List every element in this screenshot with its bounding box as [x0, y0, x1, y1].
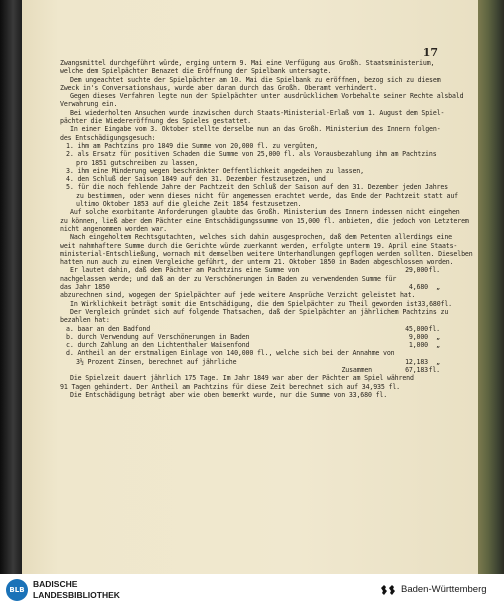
- line-text: Er lautet dahin, daß dem Pächter am Pachtzins eine Summe von: [70, 266, 300, 275]
- text-line: abzurechnen sind, wogegen der Spielpächter auf jede weitere Ansprüche Verzicht geleistet hat.: [60, 291, 416, 300]
- amount-row: [60, 266, 440, 274]
- text-line: Auf solche exorbitante Anforderungen glaubte das Großh. Ministerium des Innern indessen nicht eingehen: [70, 208, 460, 217]
- amount-row: [60, 341, 440, 349]
- library-name[interactable]: [33, 579, 120, 600]
- text-line: nicht angenommen worden war.: [60, 224, 167, 233]
- line-amount: 12,183: [405, 357, 428, 366]
- text-line: zu bestimmen, oder wenn dieses nicht für angemessen erachtet werde, das Ende der Pachtzeit statt auf: [76, 191, 458, 200]
- amount-row: [60, 283, 440, 291]
- text-line: Gegen dieses Verfahren legte nun der Spielpächter unter ausdrücklichem Vorbehalte seiner Rechte alsbald: [70, 92, 464, 101]
- line-unit: „: [436, 357, 440, 366]
- line-text: In Wirklichkeit beträgt somit die Entschädigung, die dem Spielpächter zu Theil geworden ist: [70, 299, 418, 308]
- text-line: 5. für die noch fehlende Jahre der Pachtzeit den Schluß der Saison auf den 31. Dezember jeden Jahres: [66, 183, 448, 192]
- amount-row: [60, 325, 440, 333]
- text-line: 3. ihm eine Minderung wegen beschränkter Oeffentlichkeit angedeihen zu lassen,: [66, 166, 364, 175]
- amount-row: [60, 299, 452, 308]
- text-line: ministerial-Entschließung, wornach mit demselben weitere Unterhandlungen gepflogen werden sollten. Dieselben: [60, 249, 473, 258]
- page-body-text: [60, 59, 473, 564]
- text-line: 4. den Schluß der Saison 1849 auf den 31. Dezember festzusetzen, und: [66, 175, 326, 184]
- line-text: 3½ Prozent Zinsen, berechnet auf jährliche: [76, 357, 237, 366]
- library-name-line2: LANDESBIBLIOTHEK: [33, 589, 120, 600]
- text-line: d. Antheil an der erstmaligen Einlage von 140,000 fl., welche sich bei der Annahme von: [66, 349, 395, 358]
- line-amount: 1,000: [408, 341, 428, 350]
- line-unit: fl.: [428, 324, 440, 333]
- line-unit: „: [436, 341, 440, 350]
- text-line: hatten nun auch zu einem Vergleiche geführt, der unterm 21. Oktober 1850 in Baden abgeschlossen worden.: [60, 258, 454, 267]
- text-line: Der Vergleich gründet sich auf folgende Thatsachen, daß der Spielpächter an jährlichem Pachtzins zu: [70, 307, 449, 316]
- state-name[interactable]: Baden-Württemberg: [401, 584, 487, 595]
- text-line: pächter die Wiedereröffnung des Spieles gestattet.: [60, 117, 251, 126]
- line-text: Zusammen: [341, 365, 372, 374]
- text-line: 2. als Ersatz für positiven Schaden die Summe von 25,000 fl. als Vorausbezahlung ihm am Pachtzins: [66, 150, 437, 159]
- line-amount: 29,000: [405, 266, 428, 275]
- line-amount: 9,000: [408, 332, 428, 341]
- text-line: Die Spielzeit dauert jährlich 175 Tage. Im Jahr 1849 war aber der Pächter am Spiel während: [70, 374, 414, 383]
- page-number: 17: [422, 46, 438, 59]
- text-line: Zwangsmittel durchgeführt würde, erging unterm 9. Mai eine Verfügung aus Großh. Staatsministerium,: [60, 59, 435, 67]
- text-line: Die Entschädigung beträgt aber wie oben bemerkt wurde, nur die Summe von 33,680 fl.: [70, 390, 388, 399]
- text-line: 91 Tagen gehindert. Der Antheil am Pachtzins für diese Zeit berechnet sich auf 34,935 fl.: [60, 382, 400, 391]
- line-amount: 4,680: [408, 283, 428, 292]
- book-cover-edge: [478, 0, 504, 574]
- library-name-line1: BADISCHE: [33, 579, 78, 589]
- text-line: weit nahmhaftere Summe durch die Gerichte würde zuerkannt werden, erfolgte unterm 19. April eine Staats-: [60, 241, 458, 250]
- text-line: Dem ungeachtet suchte der Spielpächter am 10. Mai die Spielbank zu eröffnen, bezog sich zu diesem: [70, 75, 441, 84]
- text-line: Bei wiederholten Ansuchen wurde inzwischen durch Staats-Ministerial-Erlaß vom 1. August dem Spiel-: [70, 108, 445, 117]
- line-amount: 67,183: [405, 365, 428, 374]
- text-line: welche dem Spielpächter Benazet die Eröffnung der Spielbank untersagte.: [60, 67, 332, 76]
- text-line: Zweck in's Conversationshaus, wurde aber daran durch das Großh. Oberamt verhindert.: [60, 83, 378, 92]
- amount-row: [60, 333, 440, 341]
- amount-row: [60, 358, 440, 366]
- text-line: In einer Eingabe vom 3. Oktober stellte derselbe nun an das Großh. Ministerium des Innern folgen-: [70, 125, 441, 134]
- line-text: a. baar an den Badfond: [66, 324, 151, 333]
- text-line: nachgelassen werde; und daß an der zu Verschönerungen in Baden zu verwendenden Summe für: [60, 274, 397, 283]
- line-unit: fl.: [428, 365, 440, 374]
- blb-logo-icon[interactable]: BLB: [6, 579, 28, 601]
- text-line: 1. ihm am Pachtzins pro 1849 die Summe von 20,000 fl. zu vergüten,: [66, 141, 319, 150]
- text-line: des Entschädigungsgesuch:: [60, 133, 156, 142]
- baden-wuerttemberg-lions-icon[interactable]: [380, 583, 396, 597]
- line-unit: fl.: [428, 266, 440, 275]
- line-unit: „: [436, 332, 440, 341]
- line-unit: „: [436, 283, 440, 292]
- book-binding-gutter: [0, 0, 22, 574]
- line-text: c. durch Zahlung an den Lichtenthaler Waisenfond: [66, 341, 250, 350]
- book-page: [22, 0, 478, 574]
- line-amount: 45,000: [405, 324, 428, 333]
- text-line: pro 1851 gutschreiben zu lassen,: [76, 158, 199, 167]
- line-text: b. durch Verwendung auf Verschönerungen in Baden: [66, 332, 250, 341]
- text-line: ultimo Oktober 1853 auf die gleiche Zeit 1854 festzusetzen.: [76, 200, 302, 209]
- text-line: bezahlen hat:: [60, 316, 110, 325]
- text-line: zu können, ließ aber dem Pächter eine Entschädigungssumme von 15,000 fl. anbieten, die jedoch von Letzterem: [60, 216, 469, 225]
- text-line: Verwahrung ein.: [60, 100, 118, 109]
- line-text: das Jahr 1850: [60, 283, 110, 292]
- total-row: [60, 366, 440, 374]
- text-line: Nach eingeholtem Rechtsgutachten, welches sich dahin ausgesprochen, daß dem Petenten allerdings eine: [70, 233, 452, 242]
- line-amount: 33,680: [417, 299, 441, 308]
- line-unit: fl.: [440, 299, 452, 308]
- viewer-footer: [0, 574, 504, 606]
